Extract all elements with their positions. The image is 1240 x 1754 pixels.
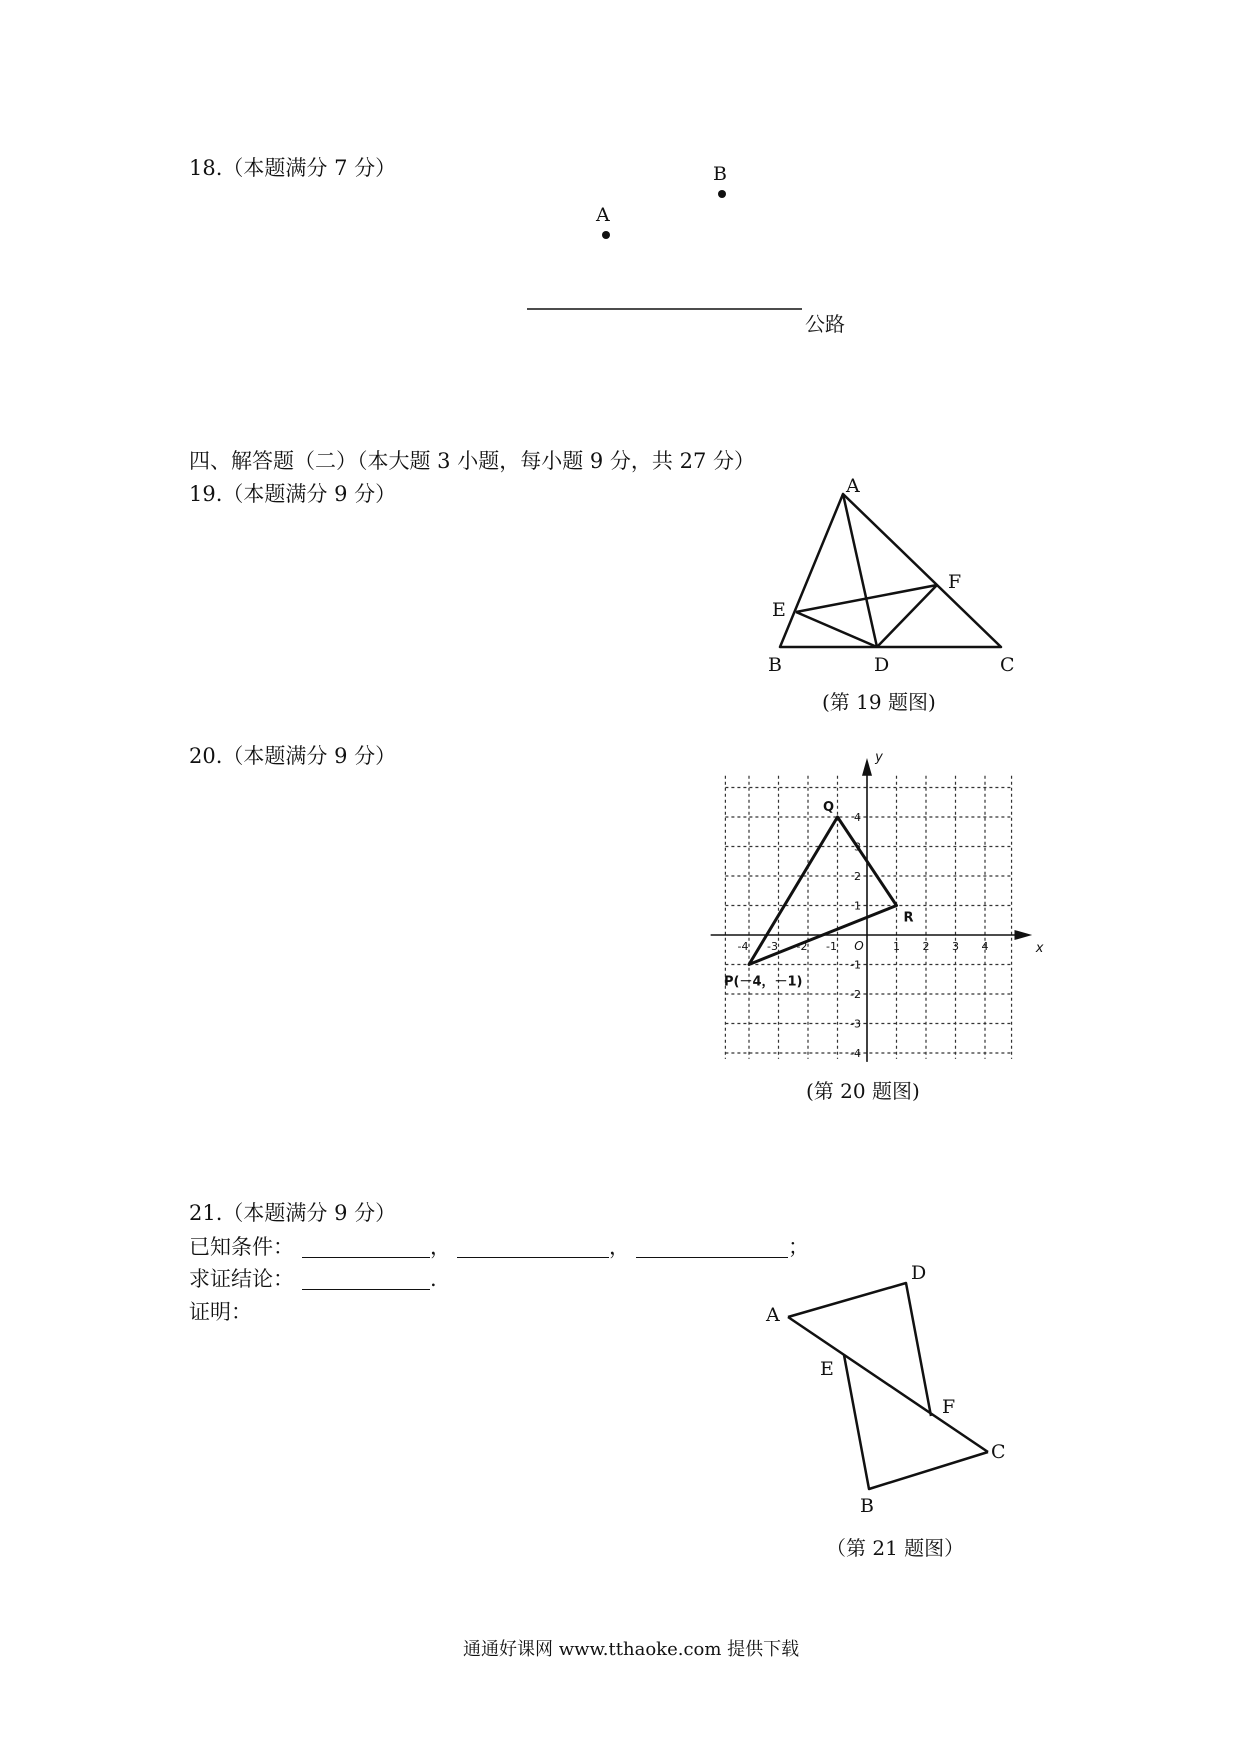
- q18-point-a-label: A: [596, 204, 610, 226]
- q18-road-label: 公路: [805, 312, 845, 336]
- q18-point-a-dot: [602, 231, 610, 239]
- q21-prove-blank[interactable]: [302, 1269, 430, 1290]
- q21-label-e: E: [820, 1358, 834, 1380]
- q21-given-blank-2[interactable]: [457, 1237, 609, 1258]
- q20-y-axis-label: y: [875, 749, 883, 765]
- q20-y-tick-label: -1: [850, 958, 861, 972]
- q21-segments-ad-df: [788, 1283, 931, 1416]
- q19-triangle-abc: [780, 494, 1001, 647]
- q20-triangle-pqr: [749, 817, 897, 965]
- q21-given-label: 已知条件：: [189, 1235, 294, 1259]
- q21-caption: （第 21 题图）: [826, 1536, 965, 1560]
- q20-origin-label: O: [854, 939, 864, 953]
- q21-given-line: [189, 1237, 809, 1258]
- q20-x-tick-label: 4: [981, 940, 989, 953]
- q21-heading: 21.（本题满分 9 分）: [189, 1201, 397, 1225]
- q18-heading: 18.（本题满分 7 分）: [189, 156, 397, 180]
- q21-sep-2: ，: [609, 1235, 630, 1259]
- q21-given-blank-1[interactable]: [302, 1237, 430, 1258]
- q21-segments-eb-bc: [844, 1355, 988, 1489]
- q21-label-b: B: [860, 1495, 874, 1517]
- q19-heading: 19.（本题满分 9 分）: [189, 482, 397, 506]
- q20-x-axis-arrow: [1015, 930, 1033, 940]
- q20-y-tick-label: 3: [854, 840, 861, 854]
- q20-y-tick-label: -3: [850, 1017, 861, 1031]
- q21-proof-label: 证明：: [189, 1300, 252, 1324]
- q20-x-tick-label: -4: [737, 940, 749, 953]
- q21-label-f: F: [942, 1396, 956, 1418]
- q20-y-tick-label: -2: [850, 988, 861, 1001]
- q19-segment-ed: [796, 612, 877, 647]
- q19-label-f: F: [948, 571, 962, 593]
- q20-x-tick-label: -2: [796, 940, 808, 953]
- q20-y-tick-label: -4: [850, 1047, 861, 1060]
- page-footer: 通通好课网 www.tthaoke.com 提供下载: [463, 1639, 800, 1660]
- q20-x-tick-label: 3: [952, 940, 959, 953]
- q21-given-blank-3[interactable]: [636, 1237, 788, 1258]
- q20-x-axis-label: x: [1035, 941, 1044, 956]
- q20-y-tick-label: 2: [854, 870, 861, 883]
- q18-point-b-dot: [718, 190, 726, 198]
- q21-label-c: C: [991, 1441, 1006, 1463]
- q20-x-tick-label: 2: [922, 940, 930, 953]
- q19-segment-fd: [877, 585, 937, 647]
- q19-label-b: B: [768, 654, 782, 676]
- q20-point-p-label: P(－4，－1): [724, 974, 803, 990]
- q18-point-b-label: B: [713, 163, 727, 185]
- q20-x-tick-label: -3: [767, 940, 778, 953]
- q20-x-tick-label: 1: [893, 940, 900, 953]
- q19-segment-ad: [843, 494, 877, 647]
- q19-label-e: E: [772, 599, 786, 621]
- q21-end-semicolon: ；: [788, 1235, 809, 1259]
- q19-label-d: D: [874, 654, 890, 676]
- q20-point-r-label: R: [903, 910, 914, 926]
- q21-label-a: A: [766, 1304, 780, 1326]
- q19-label-c: C: [1000, 654, 1015, 676]
- q19-caption: (第 19 题图): [822, 690, 936, 714]
- q21-segment-ac: [788, 1317, 988, 1452]
- q20-caption: (第 20 题图): [806, 1079, 920, 1103]
- q21-prove-line: [189, 1269, 437, 1290]
- q21-label-d: D: [911, 1262, 927, 1284]
- section4-heading: 四、解答题（二）（本大题 3 小题，每小题 9 分，共 27 分）: [189, 449, 755, 473]
- q20-x-tick-label: -1: [826, 940, 837, 953]
- q19-segment-ef: [796, 585, 937, 612]
- q20-point-q-label: Q: [822, 800, 835, 815]
- q19-label-a: A: [846, 475, 860, 497]
- q20-heading: 20.（本题满分 9 分）: [189, 744, 397, 768]
- q21-sep-1: ，: [430, 1235, 451, 1259]
- q21-prove-end: .: [430, 1267, 437, 1291]
- q20-y-tick-label: 1: [854, 899, 861, 913]
- q20-y-axis-arrow: [862, 758, 872, 776]
- q20-y-tick-label: 4: [854, 811, 861, 824]
- q21-prove-label: 求证结论：: [189, 1267, 294, 1291]
